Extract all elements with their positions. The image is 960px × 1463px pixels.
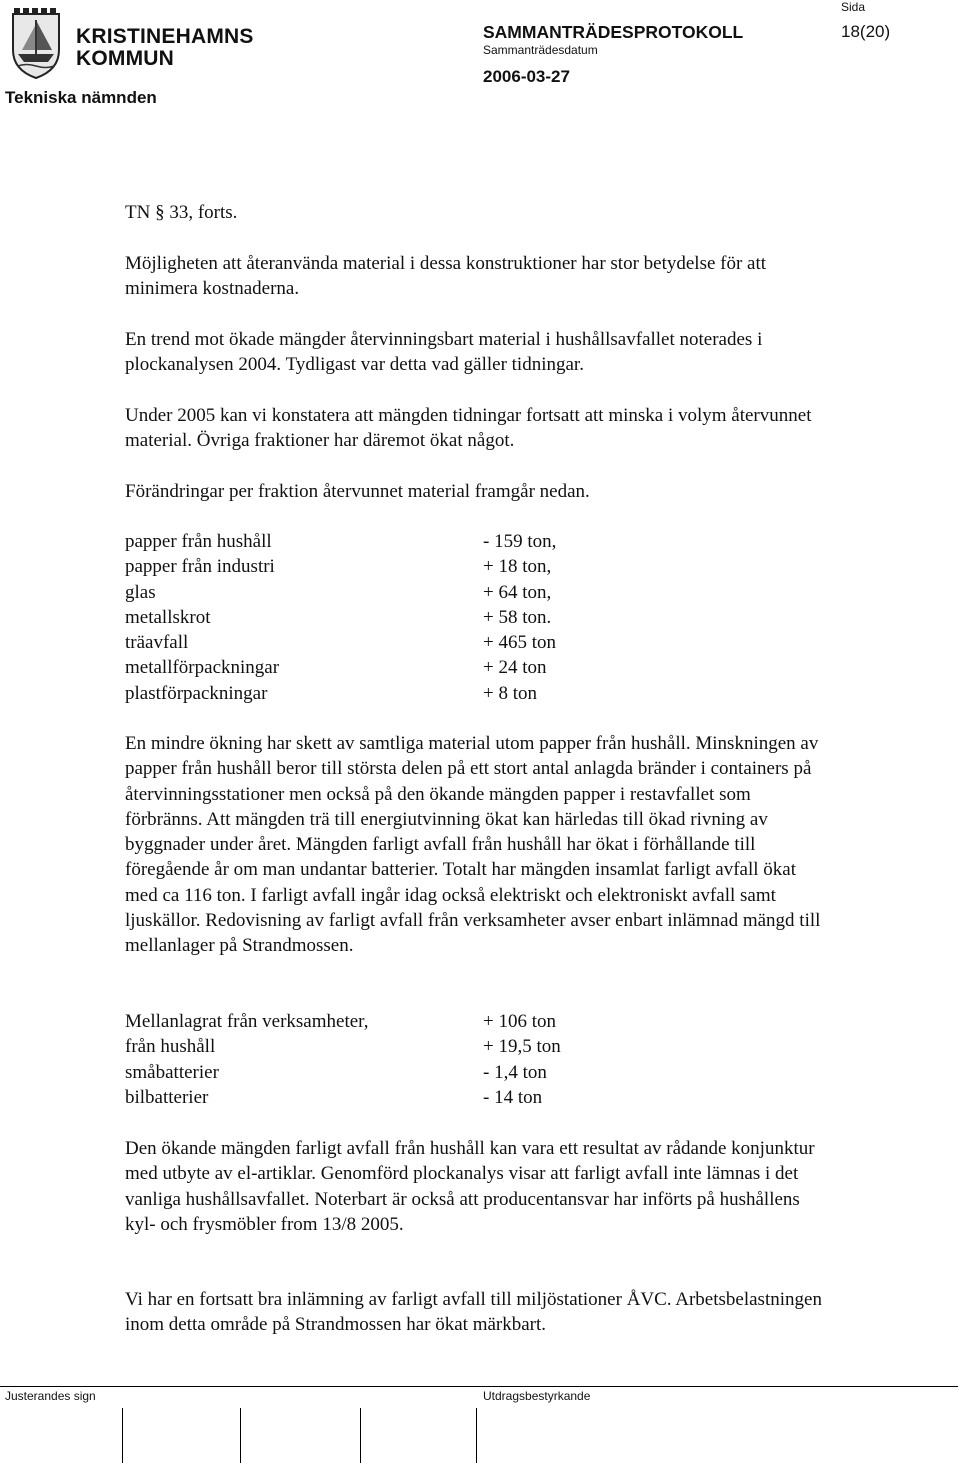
signature-label: Justerandes sign bbox=[5, 1389, 96, 1403]
hazardous-label: bilbatterier bbox=[125, 1086, 209, 1108]
hazardous-label: från hushåll bbox=[125, 1036, 216, 1058]
fraction-label: träavfall bbox=[125, 632, 189, 654]
ship-coat-of-arms-icon bbox=[10, 6, 66, 80]
fraction-value: - 159 ton, bbox=[483, 531, 557, 552]
hazardous-label: Mellanlagrat från verksamheter, bbox=[125, 1011, 369, 1032]
department-name: Tekniska nämnden bbox=[5, 88, 157, 107]
hazardous-value: + 19,5 ton bbox=[483, 1036, 561, 1058]
section-reference: TN § 33, forts. bbox=[125, 202, 238, 223]
table-row bbox=[125, 630, 825, 655]
table-row bbox=[125, 529, 825, 554]
signature-box-divider bbox=[476, 1408, 477, 1463]
date-label: Sammanträdesdatum bbox=[483, 43, 598, 57]
page-label: Sida bbox=[841, 0, 866, 14]
meeting-date: 2006-03-27 bbox=[483, 67, 570, 86]
extract-certification-label: Utdragsbestyrkande bbox=[483, 1389, 591, 1403]
fraction-value: + 18 ton, bbox=[483, 556, 552, 578]
hazardous-label: småbatterier bbox=[125, 1061, 219, 1083]
organization-name bbox=[76, 26, 254, 70]
table-row bbox=[125, 554, 825, 579]
table-row bbox=[125, 655, 825, 680]
paragraph-analysis: En mindre ökning har skett av samtliga material utom papper från hushåll. Minskningen av papper från hushåll beror till största delen på ett stort antal anlagda bränder i containers på återvinningsstationer men också på den ökande mängden papper i restavfallet som förbränns. Att mängden trä till energiutvinning ökat kan härledas till ökad rivning av byggnader under året. Mängden farligt avfall från hushåll har ökat i förhållande till föregående år om man undantar batterier. Totalt har mängden insamlat farligt avfall ökat med ca 116 ton. I farligt avfall ingår idag också elektriskt och elektroniskt avfall samt ljuskällor. Redovisning av farligt avfall från verksamheter avser enbart inlämnad mängd till mellanlager på Strandmossen. bbox=[125, 733, 821, 957]
paragraph-newspapers: Under 2005 kan vi konstatera att mängden tidningar fortsatt att minska i volym återvunnet material. Övriga fraktioner har däremot ökat något. bbox=[125, 405, 812, 452]
fraction-value: + 64 ton, bbox=[483, 581, 552, 603]
fraction-label: papper från hushåll bbox=[125, 531, 272, 552]
table-row bbox=[125, 605, 825, 630]
fraction-label: papper från industri bbox=[125, 556, 275, 578]
fraction-value: + 465 ton bbox=[483, 632, 556, 654]
hazardous-value: - 1,4 ton bbox=[483, 1061, 547, 1083]
paragraph-trend: En trend mot ökade mängder återvinningsbart material i hushållsavfallet noterades i plockanalysen 2004. Tydligast var detta vad gäller tidningar. bbox=[125, 329, 763, 376]
fraction-label: metallförpackningar bbox=[125, 657, 280, 679]
fraction-value: + 24 ton bbox=[483, 657, 547, 679]
signature-box-divider bbox=[240, 1408, 241, 1463]
hazardous-value: + 106 ton bbox=[483, 1011, 556, 1032]
table-row bbox=[125, 1085, 825, 1110]
table-row bbox=[125, 580, 825, 605]
table-row bbox=[125, 1034, 825, 1059]
table-row bbox=[125, 1060, 825, 1085]
table-row bbox=[125, 1009, 825, 1034]
fraction-label: plastförpackningar bbox=[125, 682, 268, 704]
signature-box-divider bbox=[360, 1408, 361, 1463]
paragraph-collection: Vi har en fortsatt bra inlämning av farligt avfall till miljöstationer ÅVC. Arbetsbelastningen inom detta område på Strandmossen har ökat märkbart. bbox=[125, 1289, 822, 1336]
footer-divider bbox=[0, 1386, 958, 1387]
page-number: 18(20) bbox=[841, 22, 891, 41]
paragraph-reuse: Möjligheten att återanvända material i dessa konstruktioner har stor betydelse för att minimera kostnaderna. bbox=[125, 253, 767, 300]
paragraph-changes-intro: Förändringar per fraktion återvunnet material framgår nedan. bbox=[125, 481, 590, 502]
fraction-label: glas bbox=[125, 581, 156, 603]
org-name-line2: KOMMUN bbox=[76, 47, 175, 70]
table-row bbox=[125, 681, 825, 706]
signature-box-divider bbox=[122, 1408, 123, 1463]
org-name-line1: KRISTINEHAMNS bbox=[76, 25, 254, 48]
document-title: SAMMANTRÄDESPROTOKOLL bbox=[483, 22, 744, 42]
hazardous-value: - 14 ton bbox=[483, 1086, 543, 1108]
hazardous-waste-table bbox=[125, 1009, 825, 1110]
fraction-changes-table bbox=[125, 529, 825, 706]
fraction-value: + 8 ton bbox=[483, 682, 537, 704]
paragraph-economy: Den ökande mängden farligt avfall från hushåll kan vara ett resultat av rådande konjunktur med utbyte av el-artiklar. Genomförd plockanalys visar att farligt avfall inte lämnas i det vanliga hushållsavfallet. Noterbart är också att producentansvar har införts på hushållens kyl- och frysmöbler from 13/8 2005. bbox=[125, 1138, 815, 1235]
fraction-label: metallskrot bbox=[125, 606, 211, 628]
fraction-value: + 58 ton. bbox=[483, 606, 552, 628]
